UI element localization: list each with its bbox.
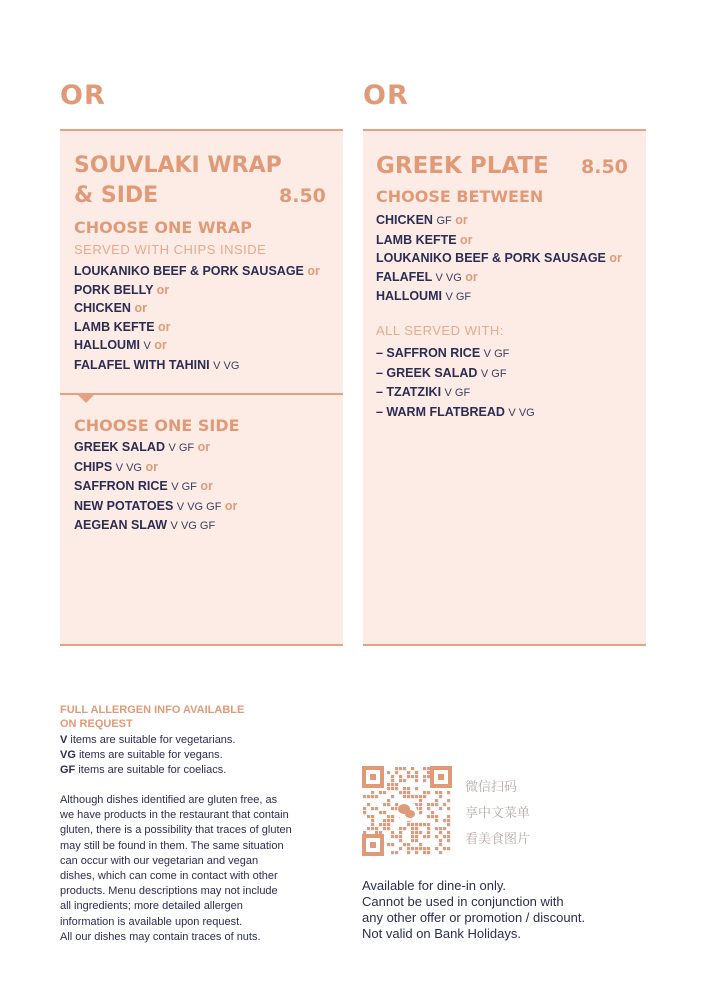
allergen-paragraph bbox=[60, 793, 335, 945]
side-list bbox=[74, 438, 237, 536]
wrap-option-or: or bbox=[134, 301, 147, 316]
plate-option bbox=[376, 249, 622, 268]
wrap-note: SERVED WITH CHIPS INSIDE bbox=[74, 242, 267, 257]
plate-option-name: LAMB KEFTE bbox=[376, 232, 457, 247]
wrap-option-name: CHICKEN bbox=[74, 301, 131, 316]
allergen-line: dishes, which can come in contact with other bbox=[60, 870, 278, 883]
served-item-dietary-tags: V GF bbox=[480, 367, 507, 380]
souvlaki-title-line1: SOUVLAKI WRAP bbox=[74, 153, 282, 178]
served-item-dietary-tags: V GF bbox=[483, 348, 510, 360]
terms-line: any other offer or promotion / discount. bbox=[362, 910, 586, 925]
terms-line: Cannot be used in conjunction with bbox=[362, 894, 564, 909]
served-item bbox=[376, 344, 535, 364]
wrap-option-name: PORK BELLY bbox=[74, 282, 154, 297]
souvlaki-price: 8.50 bbox=[279, 185, 326, 207]
wrap-option-dietary-tags: V bbox=[143, 340, 151, 353]
served-item-dietary-tags: V GF bbox=[444, 387, 471, 400]
wrap-option-or: or bbox=[156, 282, 170, 297]
side-option-dietary-tags: V GF bbox=[171, 481, 197, 494]
side-option-name: SAFFRON RICE bbox=[74, 479, 168, 494]
wrap-option bbox=[74, 336, 320, 356]
plate-option bbox=[376, 231, 622, 250]
served-item-name: – GREEK SALAD bbox=[376, 365, 478, 380]
plate-option-or: or bbox=[465, 269, 478, 284]
allergen-line: Although dishes identified are gluten free, as bbox=[60, 794, 278, 806]
allergen-line: products. Menu descriptions may not include bbox=[60, 885, 278, 898]
legend-text: items are suitable for coeliacs. bbox=[75, 764, 227, 777]
legend-code: VG bbox=[60, 749, 76, 762]
legend-line bbox=[60, 763, 235, 778]
wrap-option-name: HALLOUMI bbox=[74, 338, 140, 353]
served-item-dietary-tags: V VG bbox=[508, 406, 535, 419]
wrap-option-name: LAMB KEFTE bbox=[74, 319, 155, 334]
souvlaki-title-line2: & SIDE bbox=[74, 183, 159, 208]
plate-option-name: CHICKEN bbox=[376, 213, 433, 227]
divider-notch bbox=[76, 393, 96, 403]
legend-code: GF bbox=[60, 764, 76, 777]
side-option-or: or bbox=[200, 479, 213, 494]
legend-text: items are suitable for vegans. bbox=[75, 749, 223, 762]
plate-option-dietary-tags: V GF bbox=[445, 291, 472, 304]
legend-code: V bbox=[60, 734, 68, 746]
plate-option-or: or bbox=[609, 251, 622, 266]
side-option-name: AEGEAN SLAW bbox=[74, 518, 168, 533]
wrap-heading: CHOOSE ONE WRAP bbox=[74, 218, 252, 237]
allergen-line: may still be found in them. The same situation bbox=[60, 839, 284, 852]
wrap-list bbox=[74, 262, 320, 376]
wechat-caption bbox=[465, 774, 530, 852]
terms-line: Available for dine-in only. bbox=[362, 878, 507, 893]
plate-option bbox=[376, 268, 622, 288]
legend-line bbox=[60, 733, 235, 748]
plate-option-or: or bbox=[460, 232, 473, 247]
wrap-option-name: LOUKANIKO BEEF & PORK SAUSAGE bbox=[74, 264, 304, 278]
or-label-left: OR bbox=[60, 80, 106, 111]
side-option bbox=[74, 516, 237, 536]
wrap-option-name: FALAFEL WITH TAHINI bbox=[74, 357, 210, 372]
side-option-dietary-tags: V GF bbox=[168, 442, 195, 454]
wechat-line: 享中文菜单 bbox=[465, 805, 531, 820]
greek-choice-list bbox=[376, 211, 622, 307]
section-divider bbox=[60, 393, 343, 395]
allergen-heading bbox=[60, 703, 244, 731]
side-option-dietary-tags: V VG bbox=[115, 461, 142, 474]
served-item-name: – TZATZIKI bbox=[376, 385, 442, 400]
allergen-legend bbox=[60, 733, 235, 779]
side-option bbox=[74, 458, 237, 478]
allergen-line: gluten, there is a possibility that traces of gluten bbox=[60, 824, 292, 837]
allergen-heading-line2: ON REQUEST bbox=[60, 718, 133, 730]
allergen-line: all ingredients; more detailed allergen bbox=[60, 900, 243, 913]
side-option-name: NEW POTATOES bbox=[74, 498, 174, 513]
terms-line: Not valid on Bank Holidays. bbox=[362, 926, 521, 941]
served-item bbox=[376, 383, 535, 403]
allergen-line: information is available upon request. bbox=[60, 915, 243, 928]
served-item-name: – SAFFRON RICE bbox=[376, 346, 481, 360]
greek-plate-panel bbox=[363, 129, 646, 646]
wrap-option-dietary-tags: V VG bbox=[213, 359, 240, 372]
side-option-or: or bbox=[224, 498, 238, 513]
side-option bbox=[74, 497, 237, 517]
greek-plate-price: 8.50 bbox=[581, 156, 628, 178]
wechat-line: 看美食图片 bbox=[465, 831, 531, 846]
allergen-line: we have products in the restaurant that contain bbox=[60, 809, 289, 822]
wrap-option-or: or bbox=[307, 264, 320, 278]
served-with-heading: ALL SERVED WITH: bbox=[376, 323, 504, 338]
side-option-or: or bbox=[197, 440, 211, 454]
plate-option-dietary-tags: GF bbox=[436, 215, 452, 227]
wrap-option bbox=[74, 318, 320, 337]
wechat-line: 微信扫码 bbox=[465, 779, 518, 794]
plate-option-name: HALLOUMI bbox=[376, 289, 442, 304]
greek-plate-title: GREEK PLATE bbox=[376, 153, 549, 179]
wrap-option bbox=[74, 262, 320, 281]
wrap-option-or: or bbox=[158, 319, 171, 334]
plate-option-or: or bbox=[455, 213, 468, 227]
allergen-line: All our dishes may contain traces of nuts. bbox=[60, 930, 261, 943]
plate-option bbox=[376, 287, 622, 307]
allergen-line: can occur with our vegetarian and vegan bbox=[60, 854, 259, 867]
offer-terms bbox=[362, 878, 585, 942]
wechat-qr-code bbox=[362, 766, 452, 856]
souvlaki-panel bbox=[60, 129, 343, 646]
served-item bbox=[376, 403, 535, 423]
served-item bbox=[376, 364, 535, 384]
side-option-or: or bbox=[145, 459, 158, 474]
side-option-name: CHIPS bbox=[74, 459, 113, 474]
side-option bbox=[74, 438, 237, 458]
wrap-option bbox=[74, 356, 320, 376]
wrap-option bbox=[74, 281, 320, 300]
side-option-name: GREEK SALAD bbox=[74, 440, 165, 454]
served-with-list bbox=[376, 344, 535, 422]
wrap-option bbox=[74, 299, 320, 318]
legend-line bbox=[60, 748, 235, 763]
side-option bbox=[74, 477, 237, 497]
or-label-right: OR bbox=[363, 80, 409, 111]
served-item-name: – WARM FLATBREAD bbox=[376, 404, 505, 419]
legend-text: items are suitable for vegetarians. bbox=[67, 734, 236, 746]
side-heading: CHOOSE ONE SIDE bbox=[74, 416, 240, 435]
plate-option bbox=[376, 211, 622, 231]
plate-option-name: FALAFEL bbox=[376, 269, 433, 284]
choose-between-heading: CHOOSE BETWEEN bbox=[376, 187, 544, 206]
wrap-option-or: or bbox=[154, 338, 167, 353]
plate-option-name: LOUKANIKO BEEF & PORK SAUSAGE bbox=[376, 251, 606, 266]
allergen-heading-line1: FULL ALLERGEN INFO AVAILABLE bbox=[60, 704, 245, 716]
side-option-dietary-tags: V VG GF bbox=[170, 520, 216, 533]
side-option-dietary-tags: V VG GF bbox=[176, 500, 222, 513]
plate-option-dietary-tags: V VG bbox=[435, 271, 462, 284]
